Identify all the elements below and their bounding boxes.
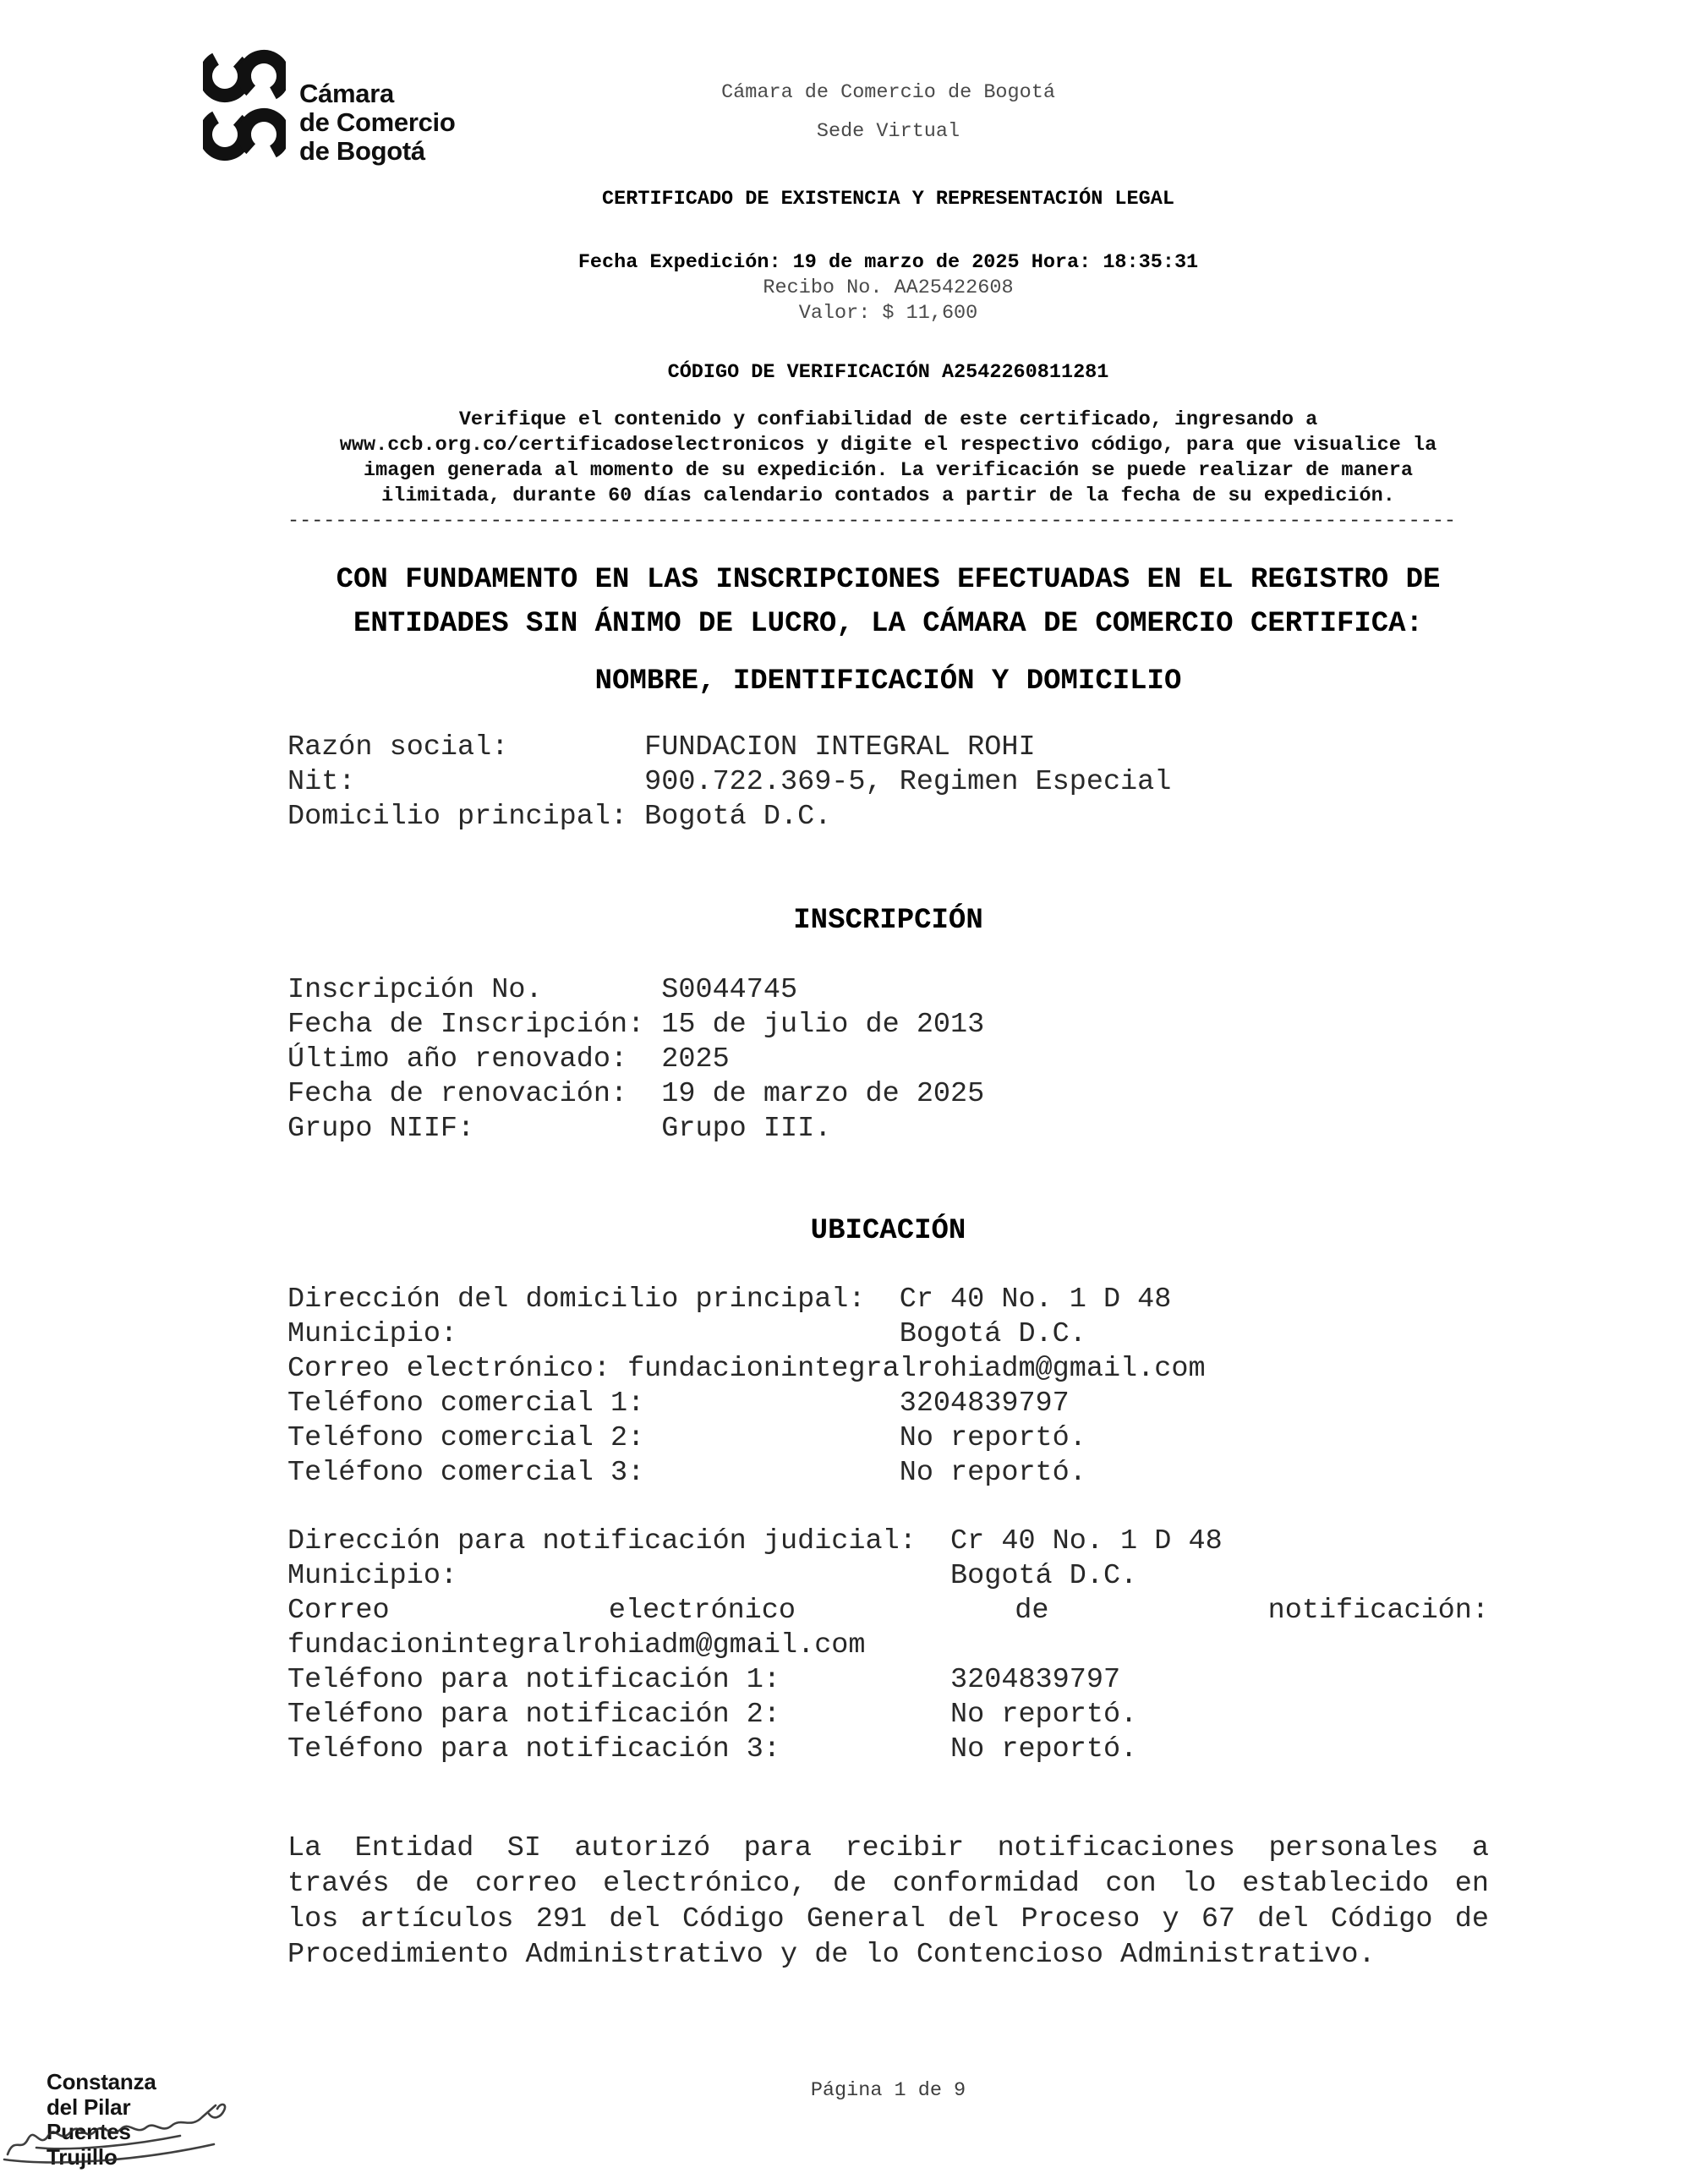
- value-amount: Valor: $ 11,600: [798, 302, 978, 325]
- data-sections: [287, 665, 1489, 1767]
- row-kv: Teléfono comercial 3: No reportó.: [287, 1457, 1086, 1489]
- row-kv: Municipio: Bogotá D.C.: [287, 1560, 1138, 1592]
- certifica-line: ENTIDADES SIN ÁNIMO DE LUCRO, LA CÁMARA DE COMERCIO CERTIFICA:: [353, 608, 1423, 640]
- signatory-name-line: Trujillo: [47, 2143, 118, 2170]
- row-kv: Grupo NIIF: Grupo III.: [287, 1113, 832, 1145]
- org-name: Cámara de Comercio de Bogotá: [721, 81, 1055, 104]
- wordmark-line: de Comercio: [299, 107, 456, 137]
- wordmark-line: de Bogotá: [299, 136, 425, 166]
- signature-block: [47, 2070, 249, 2170]
- wordmark-line: Cámara: [299, 79, 394, 108]
- document-body: [287, 80, 1489, 1973]
- signatory-name-line: Puentes: [47, 2119, 131, 2144]
- row-plain: fundacionintegralrohiadm@gmail.com: [287, 1629, 866, 1661]
- expedition-date: Fecha Expedición: 19 de marzo de 2025 Hora: 18:35:31: [577, 251, 1199, 274]
- row-kv: Teléfono comercial 1: 3204839797: [287, 1388, 1070, 1420]
- row-kv: Fecha de Inscripción: 15 de julio de 2013: [287, 1009, 985, 1041]
- row-justified: Correo electrónico de notificación:: [287, 1595, 1489, 1627]
- section-nombre: [287, 665, 1489, 835]
- paragraph-line: Procedimiento Administrativo y de lo Contencioso Administrativo.: [287, 1939, 1376, 1971]
- section-heading: UBICACIÓN: [810, 1215, 966, 1247]
- verification-notice: [287, 408, 1489, 509]
- receipt-number: Recibo No. AA25422608: [763, 276, 1014, 299]
- section-rows: [287, 973, 1489, 1147]
- section-ubicacion: [287, 1214, 1489, 1491]
- section-rows: [287, 1524, 1489, 1767]
- sede-virtual: Sede Virtual: [816, 120, 960, 143]
- section-heading: INSCRIPCIÓN: [793, 905, 983, 937]
- section-judicial: [287, 1524, 1489, 1767]
- section-rows: [287, 1283, 1489, 1491]
- notification-paragraph: [287, 1831, 1489, 1973]
- page-number: Página 1 de 9: [810, 2079, 966, 2102]
- row-kv: Municipio: Bogotá D.C.: [287, 1318, 1086, 1350]
- signatory-name-line: del Pilar: [47, 2094, 131, 2120]
- row-kv: Dirección del domicilio principal: Cr 40 No. 1 D 48: [287, 1284, 1172, 1316]
- row-kv: Inscripción No. S0044745: [287, 974, 798, 1006]
- certifica-line: CON FUNDAMENTO EN LAS INSCRIPCIONES EFECTUADAS EN EL REGISTRO DE: [336, 564, 1441, 596]
- verification-code: CÓDIGO DE VERIFICACIÓN A2542260811281: [667, 361, 1109, 384]
- section-inscripcion: [287, 904, 1489, 1147]
- ccb-logo-icon: [203, 47, 286, 166]
- row-kv: Razón social: FUNDACION INTEGRAL ROHI: [287, 731, 1036, 764]
- row-kv: Teléfono para notificación 1: 3204839797: [287, 1664, 1121, 1696]
- row-kv: Teléfono para notificación 3: No reportó.: [287, 1733, 1138, 1765]
- certificate-title: CERTIFICADO DE EXISTENCIA Y REPRESENTACIÓN LEGAL: [602, 188, 1174, 211]
- verification-line: Verifique el contenido y confiabilidad de este certificado, ingresando a: [458, 408, 1318, 431]
- row-kv: Fecha de renovación: 19 de marzo de 2025: [287, 1078, 985, 1110]
- row-kv: Nit: 900.722.369-5, Regimen Especial: [287, 766, 1172, 798]
- row-kv: Último año renovado: 2025: [287, 1043, 730, 1076]
- row-kv: Correo electrónico: fundacionintegralrohiadm@gmail.com: [287, 1353, 1206, 1385]
- signatory-name-line: Constanza: [47, 2069, 156, 2094]
- section-heading: NOMBRE, IDENTIFICACIÓN Y DOMICILIO: [594, 665, 1182, 698]
- row-kv: Dirección para notificación judicial: Cr 40 No. 1 D 48: [287, 1525, 1223, 1557]
- dashed-divider: --------------------------------------------------------------------------------------------------: [287, 510, 1457, 533]
- paragraph-line: los artículos 291 del Código General del Proceso y 67 del Código de: [287, 1903, 1489, 1935]
- row-kv: Teléfono comercial 2: No reportó.: [287, 1422, 1086, 1454]
- verification-line: www.ccb.org.co/certificadoselectronicos y digite el respectivo código, para que visualice la: [339, 434, 1437, 457]
- verification-line: ilimitada, durante 60 días calendario contados a partir de la fecha de su expedición.: [381, 484, 1395, 507]
- row-kv: Domicilio principal: Bogotá D.C.: [287, 801, 832, 833]
- section-rows: [287, 731, 1489, 835]
- paragraph-line: La Entidad SI autorizó para recibir notificaciones personales a: [287, 1832, 1489, 1864]
- certifica-heading: [287, 558, 1489, 646]
- paragraph-line: través de correo electrónico, de conformidad con lo establecido en: [287, 1868, 1489, 1900]
- signatory-name: [47, 2070, 249, 2170]
- verification-line: imagen generada al momento de su expedición. La verificación se puede realizar de manera: [363, 459, 1413, 482]
- row-kv: Teléfono para notificación 2: No reportó.: [287, 1699, 1138, 1731]
